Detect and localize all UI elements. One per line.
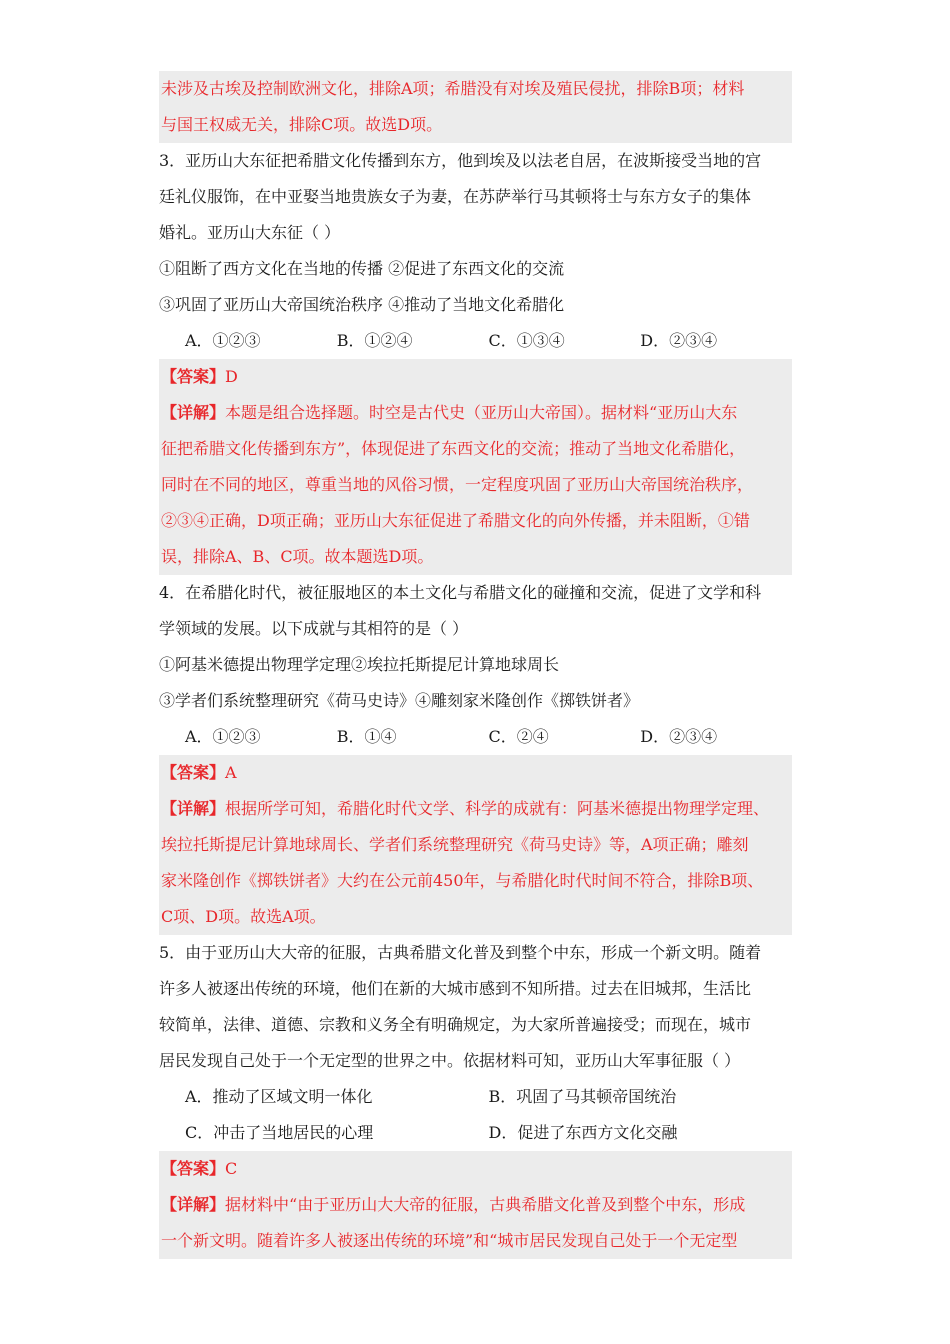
answer-line xyxy=(159,1151,792,1187)
detail-line: 家米隆创作《掷铁饼者》大约在公元前450年，与希腊化时代时间不符合，排除B项、 xyxy=(161,871,764,890)
option-d: D．促进了东西方文化交融 xyxy=(488,1123,678,1142)
question-stem-line: 学领域的发展。以下成就与其相符的是（ ） xyxy=(159,619,469,638)
answer-value: A xyxy=(225,763,237,782)
question-stem-line: 廷礼仪服饰，在中亚娶当地贵族女子为妻，在苏萨举行马其顿将士与东方女子的集体 xyxy=(159,187,752,206)
answer-tag: 【答案】 xyxy=(161,1159,226,1178)
detail-tag: 【详解】 xyxy=(161,403,226,422)
detail-line xyxy=(159,1187,792,1223)
question-stem-line: 5．由于亚历山大大帝的征服，古典希腊文化普及到整个中东，形成一个新文明。随着 xyxy=(159,943,762,962)
question-stem-line: 许多人被逐出传统的环境，他们在新的大城市感到不知所措。过去在旧城邦，生活比 xyxy=(159,979,752,998)
detail-text: 据材料中“由于亚历山大大帝的征服，古典希腊文化普及到整个中东，形成 xyxy=(225,1195,746,1214)
detail-text: 根据所学可知，希腊化时代文学、科学的成就有：阿基米德提出物理学定理、 xyxy=(225,799,770,818)
detail-line: ②③④正确，D项正确；亚历山大东征促进了希腊文化的向外传播，并未阻断，①错 xyxy=(161,511,750,530)
detail-line: 与国王权威无关，排除C项。故选D项。 xyxy=(161,115,443,134)
answer-line xyxy=(159,359,792,395)
question-5 xyxy=(159,935,792,1259)
detail-line: 同时在不同的地区，尊重当地的风俗习惯，一定程度巩固了亚历山大帝国统治秩序， xyxy=(161,475,754,494)
answer-value: C xyxy=(225,1159,238,1178)
option-a: A．①②③ xyxy=(185,727,261,746)
question-stem-line: 较简单，法律、道德、宗教和义务全有明确规定，为大家所普遍接受；而现在，城市 xyxy=(159,1015,752,1034)
answer-block xyxy=(159,359,792,575)
detail-line xyxy=(159,791,792,827)
statement-line: ①阿基米德提出物理学定理②埃拉托斯提尼计算地球周长 xyxy=(159,655,560,674)
options-row xyxy=(159,323,792,359)
options-row xyxy=(159,1079,792,1115)
statement-line: ①阻断了西方文化在当地的传播 ②促进了东西文化的交流 xyxy=(159,259,565,278)
answer-value: D xyxy=(225,367,238,386)
option-c: C．②④ xyxy=(488,727,549,746)
option-b: B．①④ xyxy=(336,727,397,746)
option-b: B．①②④ xyxy=(336,331,413,350)
detail-text: 本题是组合选择题。时空是古代史（亚历山大帝国）。据材料“亚历山大东 xyxy=(225,403,738,422)
options-row xyxy=(159,1115,792,1151)
options-row xyxy=(159,719,792,755)
previous-detail-block xyxy=(159,71,792,143)
detail-tag: 【详解】 xyxy=(161,1195,226,1214)
answer-tag: 【答案】 xyxy=(161,367,226,386)
question-3 xyxy=(159,143,792,575)
statement-line: ③学者们系统整理研究《荷马史诗》④雕刻家米隆创作《掷铁饼者》 xyxy=(159,691,640,710)
option-a: A．推动了区域文明一体化 xyxy=(185,1087,373,1106)
question-stem-line: 居民发现自己处于一个无定型的世界之中。依据材料可知，亚历山大军事征服（ ） xyxy=(159,1051,741,1070)
question-stem-line: 4．在希腊化时代，被征服地区的本土文化与希腊文化的碰撞和交流，促进了文学和科 xyxy=(159,583,762,602)
answer-block xyxy=(159,1151,792,1259)
answer-tag: 【答案】 xyxy=(161,763,226,782)
statement-line: ③巩固了亚历山大帝国统治秩序 ④推动了当地文化希腊化 xyxy=(159,295,565,314)
question-4 xyxy=(159,575,792,935)
page-content xyxy=(159,71,792,1259)
option-a: A．①②③ xyxy=(185,331,261,350)
answer-block xyxy=(159,755,792,935)
detail-line: 征把希腊文化传播到东方”，体现促进了东西文化的交流；推动了当地文化希腊化， xyxy=(161,439,746,458)
detail-line: C项、D项。故选A项。 xyxy=(161,907,326,926)
option-d: D．②③④ xyxy=(640,727,718,746)
detail-line: 未涉及古埃及控制欧洲文化，排除A项；希腊没有对埃及殖民侵扰，排除B项；材料 xyxy=(161,79,745,98)
option-b: B．巩固了马其顿帝国统治 xyxy=(488,1087,677,1106)
question-stem-line: 婚礼。亚历山大东征（ ） xyxy=(159,223,341,242)
detail-line: 误，排除A、B、C项。故本题选D项。 xyxy=(161,547,434,566)
detail-line: 埃拉托斯提尼计算地球周长、学者们系统整理研究《荷马史诗》等，A项正确；雕刻 xyxy=(161,835,749,854)
option-d: D．②③④ xyxy=(640,331,718,350)
answer-line xyxy=(159,755,792,791)
detail-tag: 【详解】 xyxy=(161,799,226,818)
detail-line xyxy=(159,395,792,431)
question-stem-line: 3．亚历山大东征把希腊文化传播到东方，他到埃及以法老自居，在波斯接受当地的宫 xyxy=(159,151,762,170)
option-c: C．①③④ xyxy=(488,331,565,350)
detail-line: 一个新文明。随着许多人被逐出传统的环境”和“城市居民发现自己处于一个无定型 xyxy=(161,1231,738,1250)
option-c: C．冲击了当地居民的心理 xyxy=(185,1123,374,1142)
